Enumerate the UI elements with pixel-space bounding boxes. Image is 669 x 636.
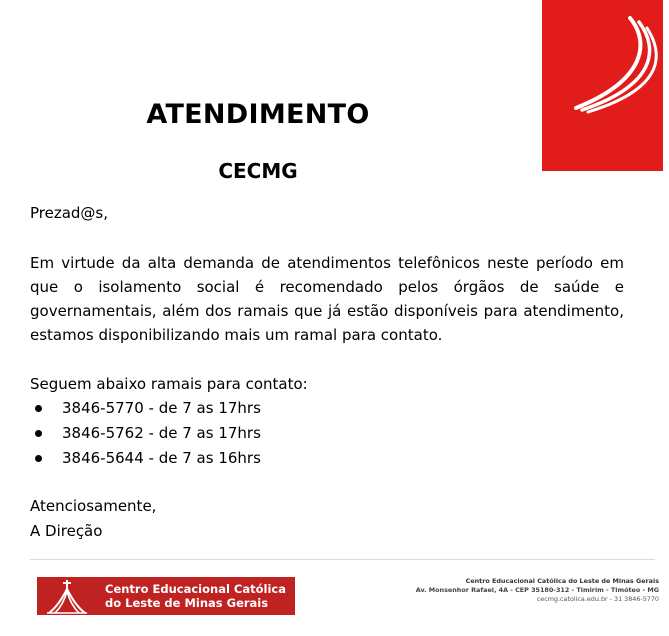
list-intro: Seguem abaixo ramais para contato:: [30, 375, 308, 393]
brand-corner-block: [542, 0, 663, 171]
list-item: [30, 446, 261, 471]
logo-line-2: do Leste de Minas Gerais: [105, 596, 269, 610]
body-paragraph: Em virtude da alta demanda de atendimentos telefônicos neste período em que o isolamento social é recomendado pelos órgãos de saúde e governamentais, além dos ramais que já estão disponíveis para atendimento, estamos disponibilizando mais um ramal para contato.: [30, 254, 624, 344]
footer-address: [416, 577, 659, 604]
brand-swoosh-icon: [542, 0, 663, 171]
closing: Atenciosamente,: [30, 497, 157, 515]
page-subtitle: CECMG: [218, 159, 298, 183]
signature: A Direção: [30, 522, 103, 540]
bullet-icon: [35, 405, 42, 412]
list-item: [30, 421, 261, 446]
logo-line-1: Centro Educacional Católica: [105, 582, 286, 596]
footer-logo: [37, 577, 295, 615]
logo-text: [95, 582, 286, 610]
ramal-text: 3846-5644 - de 7 as 16hrs: [62, 449, 261, 467]
bullet-icon: [35, 455, 42, 462]
page-title: ATENDIMENTO: [146, 99, 370, 130]
ramal-text: 3846-5762 - de 7 as 17hrs: [62, 424, 261, 442]
greeting: Prezad@s,: [30, 204, 109, 222]
address-street: Av. Monsenhor Rafael, 4A - CEP 35180-312 - Timirim - Timóteo - MG: [415, 586, 659, 594]
ramais-list: [30, 396, 261, 471]
church-emblem-icon: [37, 577, 95, 615]
ramal-text: 3846-5770 - de 7 as 17hrs: [62, 399, 261, 417]
list-item: [30, 396, 261, 421]
address-name: Centro Educacional Católica do Leste de Minas Gerais: [465, 577, 659, 585]
footer-divider: [30, 559, 655, 560]
address-contact: cecmg.catolica.edu.br - 31 3846-5770: [536, 595, 659, 603]
bullet-icon: [35, 430, 42, 437]
